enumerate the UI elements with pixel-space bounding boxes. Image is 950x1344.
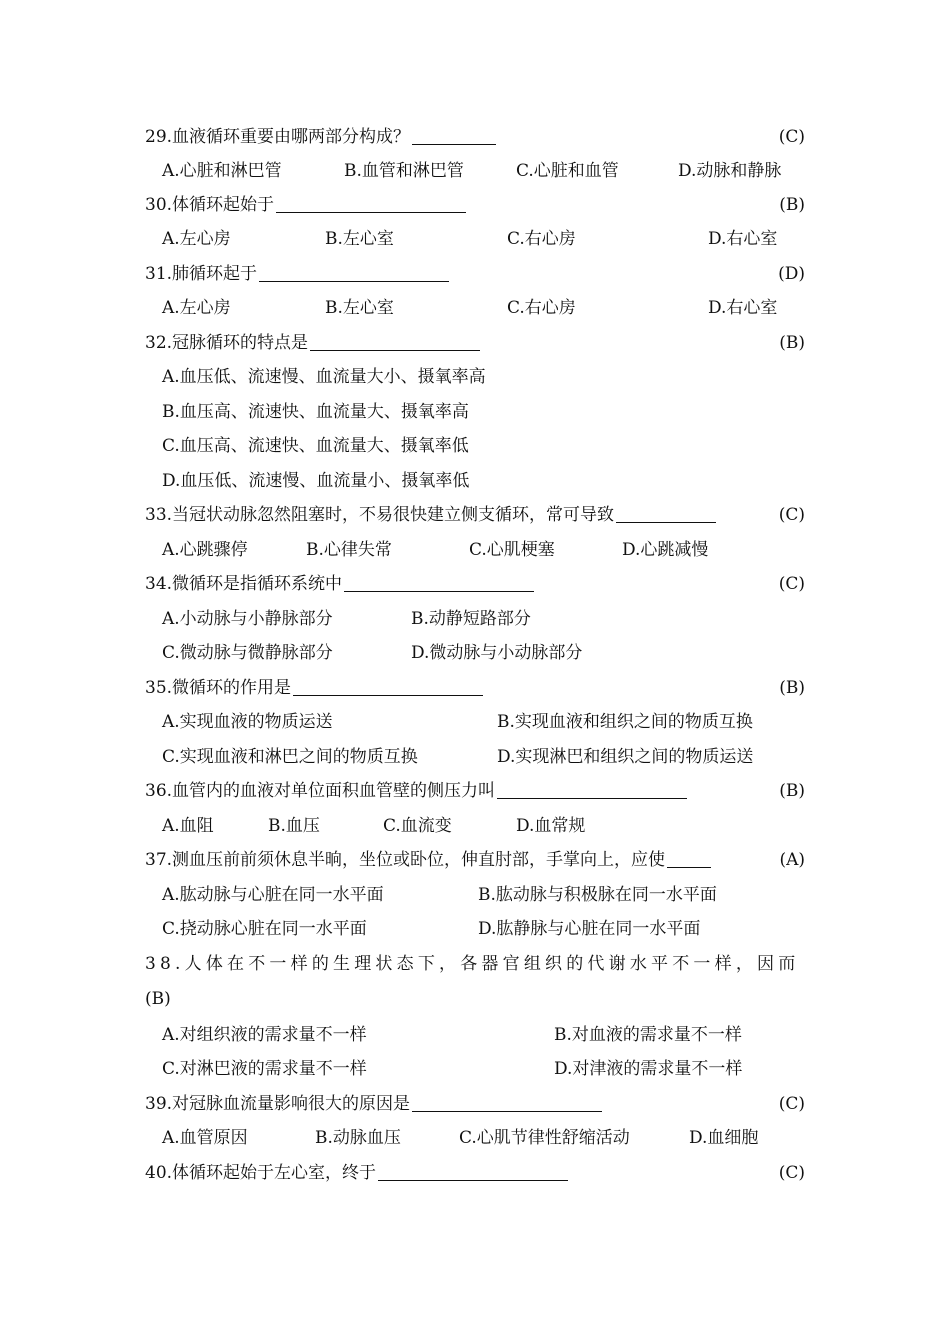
answer-blank [412, 1089, 602, 1112]
options-39 [162, 1121, 805, 1155]
question-stem: 32.冠脉循环的特点是 [145, 333, 309, 353]
option-a: A.肱动脉与心脏在同一水平面 [162, 885, 384, 905]
answer-key: (B) [779, 333, 805, 353]
option-d: D.微动脉与小动脉部分 [411, 643, 583, 663]
answer-blank [293, 673, 483, 696]
question-stem: 34.微循环是指循环系统中 [145, 574, 343, 594]
options-37-row2 [162, 912, 805, 946]
option-c: C.微动脉与微静脉部分 [162, 643, 333, 663]
option-c: C.对淋巴液的需求量不一样 [162, 1059, 367, 1079]
option-d: D.血细胞 [689, 1128, 759, 1148]
option-b: B.血压 [268, 816, 320, 836]
options-31 [162, 291, 805, 325]
option-d: D.血常规 [516, 816, 586, 836]
answer-blank [378, 1158, 568, 1181]
options-35-row2 [162, 740, 805, 774]
answer-key: (C) [778, 574, 805, 594]
option-a: A.左心房 [162, 298, 231, 318]
option-d: D.血压低、流速慢、血流量小、摄氧率低 [162, 471, 470, 491]
option-c: C.心脏和血管 [516, 161, 619, 181]
question-33 [145, 498, 805, 532]
question-29 [145, 120, 805, 154]
question-stem: 39.对冠脉血流量影响很大的原因是 [145, 1094, 411, 1114]
question-stem: 36.血管内的血液对单位面积血管壁的侧压力叫 [145, 781, 496, 801]
answer-key: (C) [778, 1094, 805, 1114]
answer-blank [276, 190, 466, 213]
question-stem: 33.当冠状动脉忽然阻塞时，不易很快建立侧支循环，常可导致 [145, 505, 615, 525]
option-c: C.实现血液和淋巴之间的物质互换 [162, 747, 418, 767]
answer-key: (B) [779, 678, 805, 698]
option-a: A.血管原因 [162, 1128, 248, 1148]
option-row [162, 395, 805, 429]
option-d: D.实现淋巴和组织之间的物质运送 [497, 747, 754, 767]
option-d: D.右心室 [708, 298, 778, 318]
option-b: B.对血液的需求量不一样 [554, 1025, 742, 1045]
option-a: A.心跳骤停 [162, 540, 248, 560]
options-37-row1 [162, 878, 805, 912]
option-d: D.右心室 [708, 229, 778, 249]
option-a: A.血阻 [162, 816, 214, 836]
question-stem: 31.肺循环起于 [145, 264, 258, 284]
answer-key: (B) [145, 989, 171, 1009]
option-d: D.对津液的需求量不一样 [554, 1059, 743, 1079]
option-a: A.实现血液的物质运送 [162, 712, 333, 732]
option-row [162, 360, 805, 394]
option-b: B.肱动脉与积极脉在同一水平面 [478, 885, 717, 905]
answer-blank [310, 328, 480, 351]
question-32 [145, 326, 805, 360]
question-31 [145, 257, 805, 291]
option-b: B.血管和淋巴管 [344, 161, 464, 181]
answer-blank [667, 845, 711, 868]
question-stem: 40.体循环起始于左心室，终于 [145, 1163, 377, 1183]
question-stem: 37.测血压前前须休息半晌，坐位或卧位，伸直肘部，手掌向上，应使 [145, 850, 666, 870]
option-row [162, 429, 805, 463]
answer-blank [616, 500, 716, 523]
options-34-row2 [162, 636, 805, 670]
option-c: C.血压高、流速快、血流量大、摄氧率低 [162, 436, 469, 456]
option-a: A.小动脉与小静脉部分 [162, 609, 333, 629]
option-b: B.实现血液和组织之间的物质互换 [497, 712, 753, 732]
option-d: D.心跳减慢 [622, 540, 709, 560]
option-d: D.动脉和静脉 [678, 161, 782, 181]
option-b: B.动脉血压 [315, 1128, 401, 1148]
answer-key: (D) [778, 264, 805, 284]
answer-key: (A) [779, 850, 805, 870]
option-a: A.心脏和淋巴管 [162, 161, 282, 181]
option-a: A.对组织液的需求量不一样 [162, 1025, 367, 1045]
answer-blank [497, 776, 687, 799]
options-36 [162, 809, 805, 843]
question-stem: 35.微循环的作用是 [145, 678, 292, 698]
question-stem: 29.血液循环重要由哪两部分构成？ [145, 127, 411, 147]
question-39 [145, 1087, 805, 1121]
question-stem: 30.体循环起始于 [145, 195, 275, 215]
answer-blank [412, 122, 496, 145]
question-37 [145, 843, 805, 877]
option-c: C.心肌节律性舒缩活动 [459, 1128, 630, 1148]
option-a: A.血压低、流速慢、血流量大小、摄氧率高 [162, 367, 486, 387]
option-b: B.左心室 [325, 229, 394, 249]
question-stem: 38.人体在不一样的生理状态下，各器官组织的代谢水平不一样，因而 [145, 954, 800, 974]
question-35 [145, 671, 805, 705]
option-b: B.左心室 [325, 298, 394, 318]
answer-key: (B) [779, 195, 805, 215]
question-38-answer-line [145, 982, 805, 1016]
answer-key: (C) [778, 505, 805, 525]
question-30 [145, 188, 805, 222]
answer-key: (C) [778, 127, 805, 147]
options-38-row2 [162, 1052, 805, 1086]
option-c: C.挠动脉心脏在同一水平面 [162, 919, 367, 939]
option-c: C.右心房 [507, 298, 576, 318]
option-c: C.血流变 [383, 816, 452, 836]
question-38 [145, 947, 805, 981]
answer-blank [344, 569, 534, 592]
options-33 [162, 533, 805, 567]
question-34 [145, 567, 805, 601]
question-40 [145, 1156, 805, 1190]
options-35-row1 [162, 705, 805, 739]
option-c: C.右心房 [507, 229, 576, 249]
question-36 [145, 774, 805, 808]
answer-blank [259, 259, 449, 282]
option-a: A.左心房 [162, 229, 231, 249]
option-c: C.心肌梗塞 [469, 540, 555, 560]
answer-key: (C) [778, 1163, 805, 1183]
options-30 [162, 222, 805, 256]
options-29 [162, 154, 805, 188]
option-d: D.肱静脉与心脏在同一水平面 [478, 919, 701, 939]
option-b: B.血压高、流速快、血流量大、摄氧率高 [162, 402, 469, 422]
option-b: B.动静短路部分 [411, 609, 531, 629]
options-38-row1 [162, 1018, 805, 1052]
options-34-row1 [162, 602, 805, 636]
option-b: B.心律失常 [306, 540, 392, 560]
answer-key: (B) [779, 781, 805, 801]
option-row [162, 464, 805, 498]
